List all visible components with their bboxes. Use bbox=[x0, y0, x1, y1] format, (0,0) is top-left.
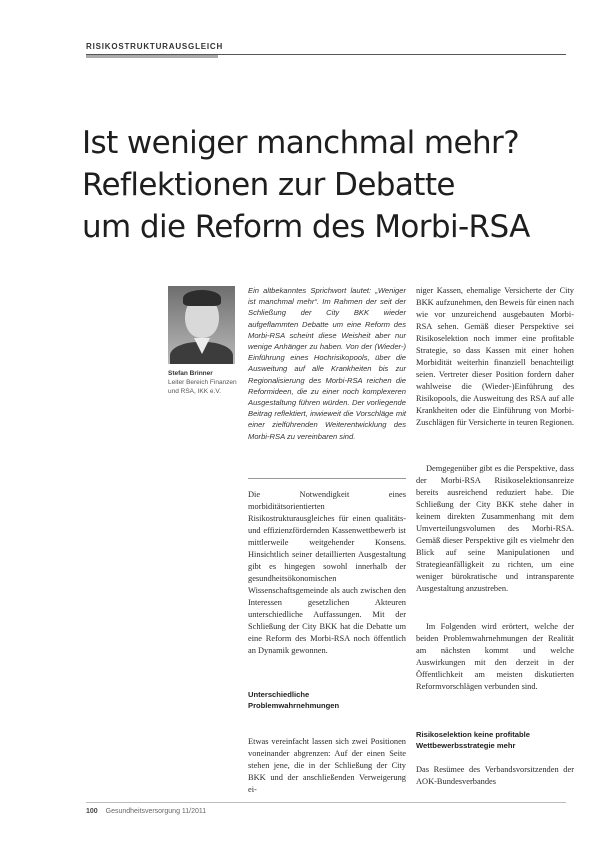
author-role: Leiter Bereich Finanzen und RSA, IKK e.V. bbox=[168, 379, 237, 395]
author-caption bbox=[168, 369, 238, 396]
publication-name: Gesundheitsversorgung 11/2011 bbox=[105, 808, 207, 815]
author-photo bbox=[168, 286, 235, 364]
col1-paragraph-2: Etwas vereinfacht lassen sich zwei Positionen voneinander abgrenzen: Auf der einen Seite stehen jene, die in der Schließung der City BKK und der anschließenden Verweigerung ei- bbox=[248, 737, 406, 794]
col2-paragraph-4: Das Resümee des Verbandsvorsitzenden der AOK-Bundesverbandes bbox=[416, 765, 574, 786]
section-rubric: RISIKOSTRUKTURAUSGLEICH bbox=[86, 42, 224, 51]
col1-subheading: Unterschiedliche Problemwahrnehmungen bbox=[248, 690, 340, 710]
footer-rule bbox=[86, 802, 566, 803]
author-name: Stefan Brinner bbox=[168, 370, 213, 377]
col2-subheading: Risikoselektion keine profitable Wettbewerbsstrategie mehr bbox=[416, 730, 530, 750]
col2-paragraph-1: niger Kassen, ehemalige Versicherte der City BKK aufzunehmen, den Beweis für einen nach wie vor unzureichend ausgebauten Morbi-RSA sehen. Gemäß dieser Perspektive sei Risikoselektion noch immer eine profitable Strategie, so dass Kassen mit einer hohen Morbidität weiterhin finanziell benachteiligt seien. Vertreter dieser Position fordern daher wahlweise die (Wieder-)Einführung des Risikopools, die Ausweitung des RSA auf alle Krankheiten oder die Einführung von Morbi-Zuschlägen für Versicherte in teuren Regionen. bbox=[416, 286, 574, 427]
col2-paragraph-2: Demgegenüber gibt es die Perspektive, dass der Morbi-RSA Risikoselektionsanreize bereits ausreichend reduziert habe. Die Schließung der City BKK stehe daher in keinem direkten Zusammenhang mit dem Umverteilungsvolumen des Morbi-RSA. Gemäß dieser Perspektive gilt es vielmehr den Blick auf seine Manipulationen und Strategieanfälligkeit zu richten, um eine weniger bürokratische und intransparente Ausgestaltung anzustreben. bbox=[416, 464, 574, 593]
col1-paragraph-1: Die Notwendigkeit eines morbiditätsorientierten Risikostrukturausgleiches für einen qualitäts- und effizienzfördernden Kassenwettbewerb ist mittlerweile weitgehender Konsens. Hinsichtlich seiner detaillierten Ausgestaltung gibt es hingegen sowohl innerhalb der gesundheitsökonomischen Wissenschaftsgemeinde als auch zwischen den Interessen gesetzlichen Akteuren unterschiedliche Auffassungen. Mit der Schließung der City BKK hat die Debatte um eine Reform des Morbi-RSA noch öffentlich an Dynamik gewonnen. bbox=[248, 490, 406, 655]
rubric-underline bbox=[86, 55, 218, 58]
page-footer bbox=[86, 808, 206, 815]
title-line-2: Reflektionen zur Debatte bbox=[82, 167, 455, 203]
article-title bbox=[82, 122, 552, 248]
title-line-1: Ist weniger manchmal mehr? bbox=[82, 125, 520, 161]
page-number: 100 bbox=[86, 808, 98, 815]
col2-paragraph-3: Im Folgenden wird erörtert, welche der beiden Problemwahrnehmungen der Realität am nächsten kommt und welche Auswirkungen mit den derzeit in der Öffentlichkeit am meisten diskutierten Reformvorschlägen verbunden sind. bbox=[416, 622, 574, 691]
lead-divider bbox=[248, 478, 406, 479]
title-line-3: um die Reform des Morbi-RSA bbox=[82, 209, 530, 245]
article-lead: Ein altbekanntes Sprichwort lautet: „Weniger ist manchmal mehr“. Im Rahmen der seit der Schließung der City BKK wieder aufgeflammten Debatte um eine Reform des Morbi-RSA scheint diese Weisheit aber nur wenige Anhänger zu haben. Von der (Wieder-) Einführung eines Hochrisikopools, über die Ausweitung auf alle Krankheiten bis zur Regionalisierung des Morbi-RSA reichen die Reformideen, die zu einer noch komplexeren Ausgestaltung führen würden. Der vorliegende Beitrag reflektiert, inwieweit die Vorschläge mit einer zielführenden Weiterentwicklung des Morbi-RSA zu vereinbaren sind. bbox=[248, 286, 406, 441]
